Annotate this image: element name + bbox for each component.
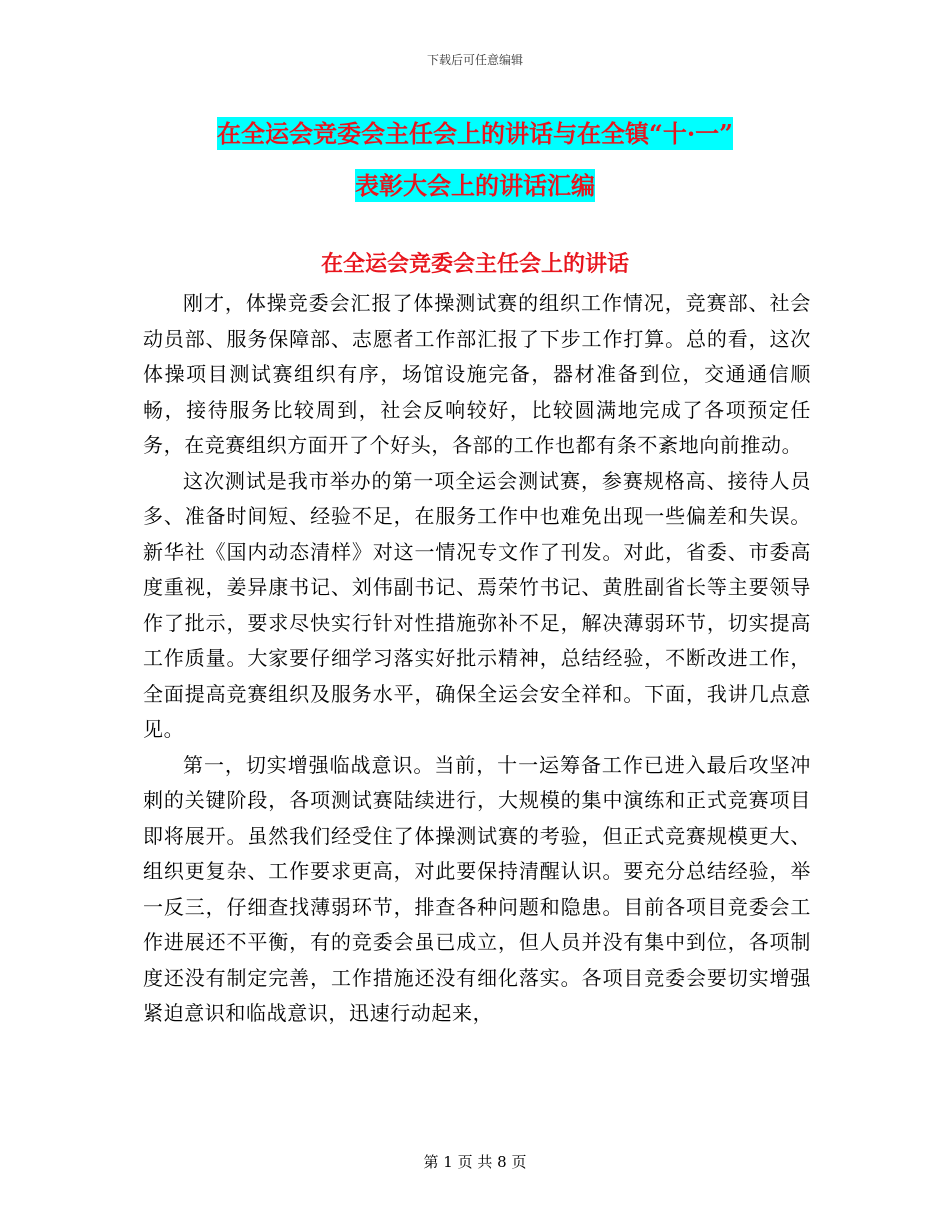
paragraph: 这次测试是我市举办的第一项全运会测试赛，参赛规格高、接待人员多、准备时间短、经验不足，在服务工作中也难免出现一些偏差和失误。新华社《国内动态清样》对这一情况专文作了刊发。对此，省委、市委高度重视，姜异康书记、刘伟副书记、焉荣竹书记、黄胜副省长等主要领导作了批示，要求尽快实行针对性措施弥补不足，解决薄弱环节，切实提高工作质量。大家要仔细学习落实好批示精神，总结经验，不断改进工作，全面提高竞赛组织及服务水平，确保全运会安全祥和。下面，我讲几点意见。 xyxy=(143,468,811,741)
body-text xyxy=(143,286,811,1032)
document-title-line-2: 表彰大会上的讲话汇编 xyxy=(355,171,595,200)
page-header-note: 下载后可任意编辑 xyxy=(426,53,523,67)
paragraph: 刚才，体操竞委会汇报了体操测试赛的组织工作情况，竞赛部、社会动员部、服务保障部、志愿者工作部汇报了下步工作打算。总的看，这次体操项目测试赛组织有序，场馆设施完备，器材准备到位，交通通信顺畅，接待服务比较周到，社会反响较好，比较圆满地完成了各项预定任务，在竞赛组织方面开了个好头，各部的工作也都有条不紊地向前推动。 xyxy=(143,291,811,457)
document-title-line-1: 在全运会竞委会主任会上的讲话与在全镇“十·一” xyxy=(217,119,733,148)
paragraph: 第一，切实增强临战意识。当前，十一运筹备工作已进入最后攻坚冲刺的关键阶段，各项测试赛陆续进行，大规模的集中演练和正式竞赛项目即将展开。虽然我们经受住了体操测试赛的考验，但正式竞赛规模更大、组织更复杂、工作要求更高，对此要保持清醒认识。要充分总结经验，举一反三，仔细查找薄弱环节，排查各种问题和隐患。目前各项目竞委会工作进展还不平衡，有的竞委会虽已成立，但人员并没有集中到位，各项制度还没有制定完善，工作措施还没有细化落实。各项目竞委会要切实增强紧迫意识和临战意识，迅速行动起来， xyxy=(143,752,811,1025)
document-title xyxy=(0,108,950,212)
section-heading: 在全运会竞委会主任会上的讲话 xyxy=(320,251,629,277)
page-number: 第 1 页 共 8 页 xyxy=(423,1153,527,1171)
